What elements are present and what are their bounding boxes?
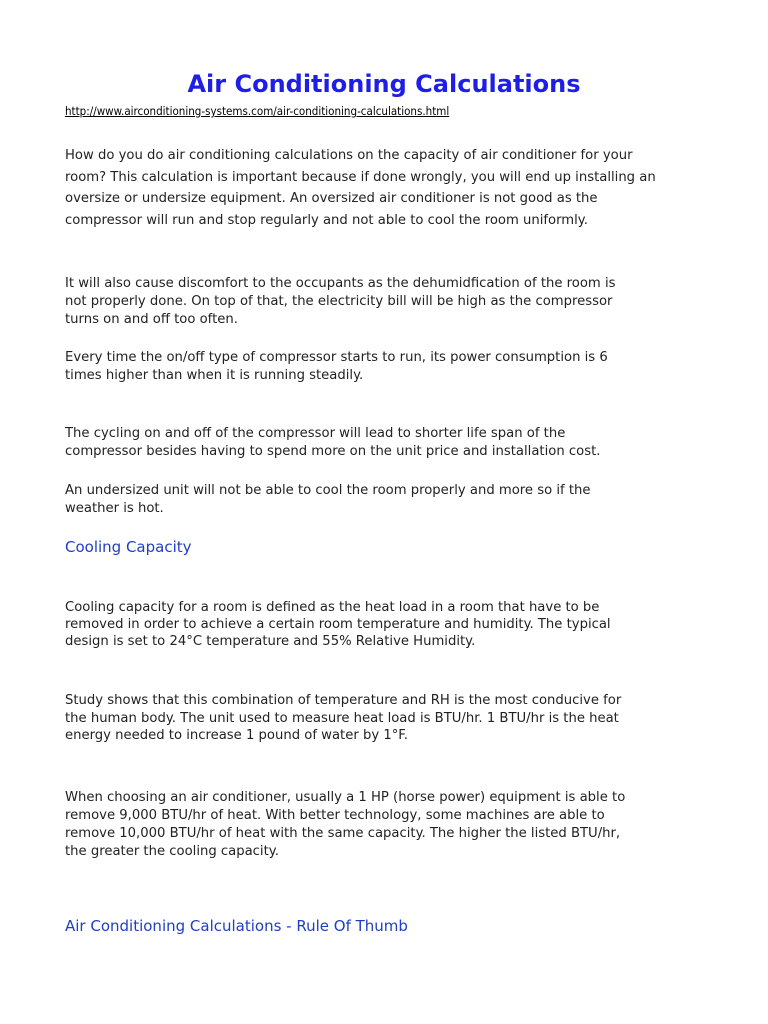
paragraph-line: oversize or undersize equipment. An oversized air conditioner is not good as the xyxy=(65,191,598,206)
paragraph-undersized xyxy=(65,482,685,518)
paragraph-line: times higher than when it is running steadily. xyxy=(65,368,364,383)
page-title: Air Conditioning Calculations xyxy=(187,70,581,98)
heading-cooling-capacity: Cooling Capacity xyxy=(65,538,192,556)
paragraph-line: energy needed to increase 1 pound of water by 1°F. xyxy=(65,728,408,743)
paragraph-study xyxy=(65,692,685,745)
paragraph-line: The cycling on and off of the compressor will lead to shorter life span of the xyxy=(65,426,566,441)
paragraph-line: Every time the on/off type of compressor starts to run, its power consumption is 6 xyxy=(65,350,608,365)
paragraph-cycling xyxy=(65,425,685,461)
paragraph-line: Cooling capacity for a room is defined as the heat load in a room that have to be xyxy=(65,600,600,615)
paragraph-line: It will also cause discomfort to the occupants as the dehumidfication of the room is xyxy=(65,276,616,291)
paragraph-line: compressor besides having to spend more on the unit price and installation cost. xyxy=(65,444,601,459)
paragraph-discomfort xyxy=(65,275,685,329)
heading-rule-of-thumb: Air Conditioning Calculations - Rule Of Thumb xyxy=(65,917,408,935)
paragraph-choosing xyxy=(65,789,685,861)
paragraph-line: compressor will run and stop regularly and not able to cool the room uniformly. xyxy=(65,212,588,228)
paragraph-line: Study shows that this combination of temperature and RH is the most conducive for xyxy=(65,693,622,708)
paragraph-line: design is set to 24°C temperature and 55% Relative Humidity. xyxy=(65,634,476,649)
paragraph-line: An undersized unit will not be able to cool the room properly and more so if the xyxy=(65,483,591,498)
paragraph-line: removed in order to achieve a certain room temperature and humidity. The typical xyxy=(65,617,611,632)
paragraph-line: remove 10,000 BTU/hr of heat with the same capacity. The higher the listed BTU/hr, xyxy=(65,826,621,841)
source-url-link[interactable]: http://www.airconditioning-systems.com/air-conditioning-calculations.html xyxy=(65,104,450,118)
paragraph-line: the greater the cooling capacity. xyxy=(65,844,279,859)
paragraph-line: turns on and off too often. xyxy=(65,312,238,327)
paragraph-power-consumption xyxy=(65,349,685,385)
paragraph-line: weather is hot. xyxy=(65,501,164,516)
paragraph-line: room? This calculation is important because if done wrongly, you will end up installing an xyxy=(65,169,656,185)
paragraph-intro xyxy=(65,145,685,231)
paragraph-cooling-definition xyxy=(65,599,685,650)
paragraph-line: When choosing an air conditioner, usually a 1 HP (horse power) equipment is able to xyxy=(65,790,626,805)
paragraph-line: How do you do air conditioning calculations on the capacity of air conditioner for your xyxy=(65,148,633,163)
paragraph-line: not properly done. On top of that, the electricity bill will be high as the compressor xyxy=(65,294,613,309)
paragraph-line: remove 9,000 BTU/hr of heat. With better technology, some machines are able to xyxy=(65,808,605,823)
paragraph-line: the human body. The unit used to measure heat load is BTU/hr. 1 BTU/hr is the heat xyxy=(65,710,619,726)
